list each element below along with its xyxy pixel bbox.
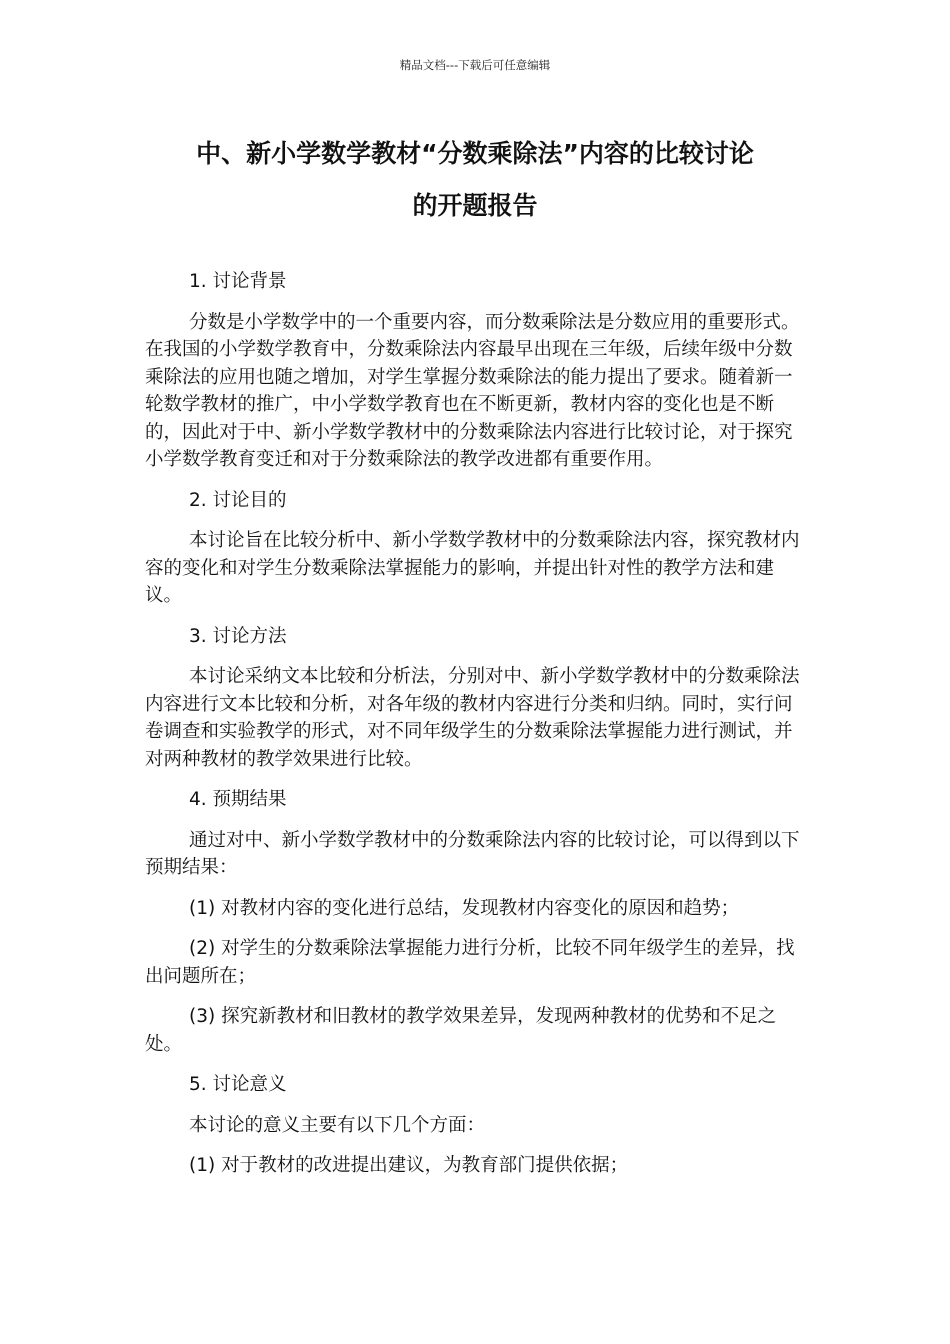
list-item: (1) 对于教材的改进提出建议，为教育部门提供依据； <box>189 1155 629 1176</box>
paragraph-significance: 本讨论的意义主要有以下几个方面： <box>189 1114 486 1136</box>
section-heading-method: 3. 讨论方法 <box>189 625 287 647</box>
title-line-2: 的开题报告 <box>412 191 538 220</box>
section-heading-expected-results: 4. 预期结果 <box>189 789 287 810</box>
list-item: (3) 探究新教材和旧教材的教学效果差异，发现两种教材的优势和不足之处。 <box>145 1006 777 1055</box>
title-line-1: 中、新小学数学教材“分数乘除法”内容的比较讨论 <box>196 139 754 168</box>
paragraph-purpose: 本讨论旨在比较分析中、新小学数学教材中的分数乘除法内容，探究教材内容的变化和对学生分数乘除法掌握能力的影响，并提出针对性的教学方法和建议。 <box>145 530 800 606</box>
page-header: 精品文档---下载后可任意编辑 <box>399 58 551 72</box>
document-title <box>140 128 810 232</box>
paragraph-method: 本讨论采纳文本比较和分析法，分别对中、新小学数学教材中的分数乘除法内容进行文本比较和分析，对各年级的教材内容进行分类和归纳。同时，实行问卷调查和实验教学的形式，对不同年级学生的分数乘除法掌握能力进行测试，并对两种教材的教学效果进行比较。 <box>145 666 800 770</box>
list-item: (2) 对学生的分数乘除法掌握能力进行分析，比较不同年级学生的差异，找出问题所在； <box>145 938 795 987</box>
list-item: (1) 对教材内容的变化进行总结，发现教材内容变化的原因和趋势； <box>189 897 740 919</box>
section-heading-background: 1. 讨论背景 <box>189 271 287 292</box>
section-heading-purpose: 2. 讨论目的 <box>189 489 287 511</box>
document-body <box>145 268 807 1193</box>
section-heading-significance: 5. 讨论意义 <box>189 1074 287 1095</box>
paragraph-expected-results: 通过对中、新小学数学教材中的分数乘除法内容的比较讨论，可以得到以下预期结果： <box>145 829 800 878</box>
paragraph-background: 分数是小学数学中的一个重要内容，而分数乘除法是分数应用的重要形式。在我国的小学数学教育中，分数乘除法内容最早出现在三年级，后续年级中分数乘除法的应用也随之增加，对学生掌握分数乘除法的能力提出了要求。随着新一轮数学教材的推广，中小学数学教育也在不断更新，教材内容的变化也是不断的，因此对于中、新小学数学教材中的分数乘除法内容进行比较讨论，对于探究小学数学教育变迁和对于分数乘除法的教学改进都有重要作用。 <box>145 311 800 470</box>
